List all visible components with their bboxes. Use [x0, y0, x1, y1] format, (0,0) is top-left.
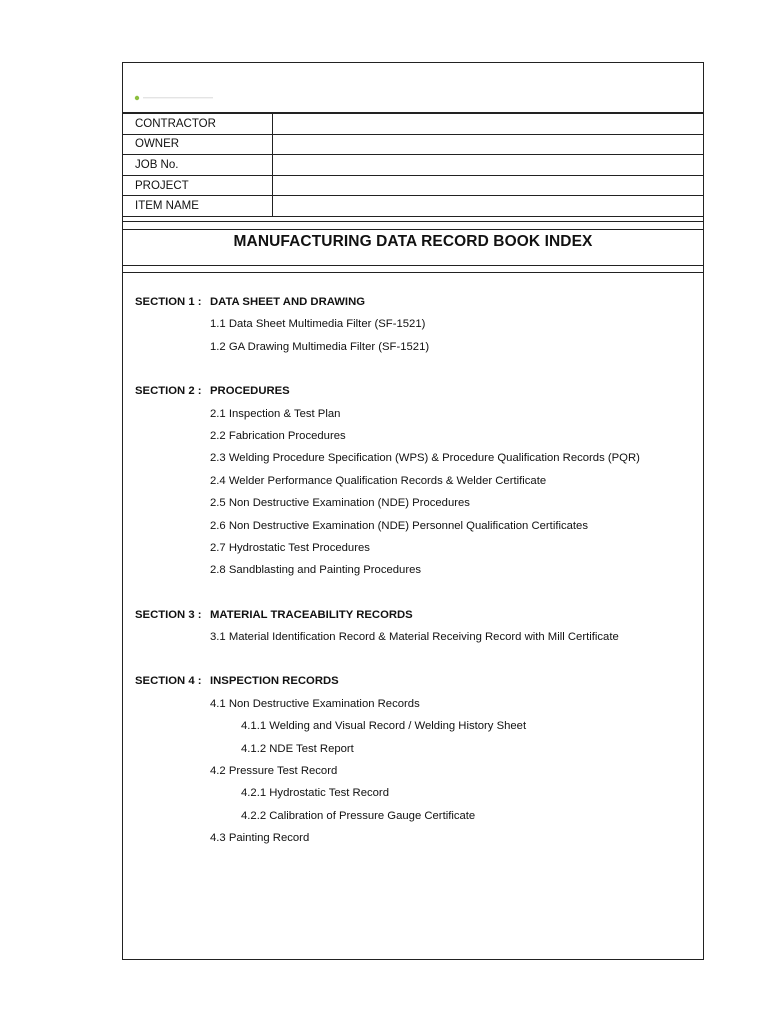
logo-area	[123, 63, 703, 113]
document-sheet	[122, 62, 704, 960]
info-row	[123, 134, 703, 155]
index-item	[123, 470, 703, 492]
index-subitem-text: 4.2.1 Hydrostatic Test Record	[241, 787, 389, 800]
job-info-table	[123, 113, 703, 217]
index-item	[123, 425, 703, 447]
index-subitem-text: 4.2.2 Calibration of Pressure Gauge Certificate	[241, 809, 476, 822]
info-row	[123, 175, 703, 196]
index-item-text: 1.1 Data Sheet Multimedia Filter (SF-1521)	[210, 318, 426, 331]
index-item-text: 2.6 Non Destructive Examination (NDE) Personnel Qualification Certificates	[210, 519, 588, 532]
index-section	[123, 670, 703, 849]
index-item	[123, 492, 703, 514]
info-label: OWNER	[123, 134, 272, 155]
section-title: MATERIAL TRACEABILITY RECORDS	[210, 608, 413, 621]
index-item-text: 2.3 Welding Procedure Specification (WPS) & Procedure Qualification Records (PQR)	[210, 452, 640, 465]
index-item	[123, 626, 703, 648]
divider	[123, 221, 703, 222]
section-heading	[123, 291, 703, 313]
info-value	[272, 134, 703, 155]
index-subitem	[123, 738, 703, 760]
index-item-text: 3.1 Material Identification Record & Material Receiving Record with Mill Certificate	[210, 631, 619, 644]
index-item-text: 2.2 Fabrication Procedures	[210, 429, 346, 442]
section-title: DATA SHEET AND DRAWING	[210, 296, 366, 308]
index-content	[123, 291, 703, 872]
index-item	[123, 403, 703, 425]
divider	[123, 229, 703, 230]
index-item	[123, 559, 703, 581]
index-item-text: 2.4 Welder Performance Qualification Records & Welder Certificate	[210, 474, 547, 487]
index-item	[123, 515, 703, 537]
index-item	[123, 827, 703, 849]
index-item-text: 2.5 Non Destructive Examination (NDE) Procedures	[210, 497, 470, 510]
index-item	[123, 537, 703, 559]
index-item-text: 4.3 Painting Record	[210, 832, 310, 845]
info-label: ITEM NAME	[123, 196, 272, 217]
index-subitem-text: 4.1.2 NDE Test Report	[241, 742, 354, 755]
index-subitem	[123, 715, 703, 737]
section-heading	[123, 604, 703, 626]
company-logo	[133, 93, 223, 103]
index-item	[123, 313, 703, 335]
section-heading	[123, 670, 703, 692]
index-section	[123, 604, 703, 649]
info-value	[272, 175, 703, 196]
index-item-text: 2.8 Sandblasting and Painting Procedures	[210, 564, 422, 577]
section-title: PROCEDURES	[210, 385, 290, 398]
info-value	[272, 114, 703, 135]
info-row	[123, 114, 703, 135]
divider	[123, 265, 703, 266]
index-section	[123, 380, 703, 582]
index-section	[123, 291, 703, 358]
index-item	[123, 693, 703, 715]
index-item-text: 1.2 GA Drawing Multimedia Filter (SF-1521)	[210, 340, 430, 353]
section-heading	[123, 380, 703, 402]
section-number: SECTION 4 :	[135, 675, 202, 688]
index-item-text: 4.1 Non Destructive Examination Records	[210, 697, 420, 710]
info-value	[272, 196, 703, 217]
index-item	[123, 760, 703, 782]
section-title: INSPECTION RECORDS	[210, 675, 339, 688]
section-number: SECTION 2 :	[135, 385, 202, 398]
info-label: PROJECT	[123, 175, 272, 196]
info-row	[123, 155, 703, 176]
index-subitem	[123, 805, 703, 827]
index-item-text: 4.2 Pressure Test Record	[210, 765, 338, 778]
document-title: MANUFACTURING DATA RECORD BOOK INDEX	[233, 233, 593, 250]
info-label: CONTRACTOR	[123, 114, 272, 135]
index-item-text: 2.1 Inspection & Test Plan	[210, 407, 341, 420]
divider	[123, 272, 703, 273]
section-number: SECTION 1 :	[135, 296, 202, 308]
index-subitem-text: 4.1.1 Welding and Visual Record / Welding History Sheet	[241, 720, 527, 733]
index-subitem	[123, 782, 703, 804]
index-item-text: 2.7 Hydrostatic Test Procedures	[210, 541, 370, 554]
index-item	[123, 336, 703, 358]
info-label: JOB No.	[123, 155, 272, 176]
section-number: SECTION 3 :	[135, 608, 202, 621]
index-item	[123, 447, 703, 469]
info-value	[272, 155, 703, 176]
info-row	[123, 196, 703, 217]
